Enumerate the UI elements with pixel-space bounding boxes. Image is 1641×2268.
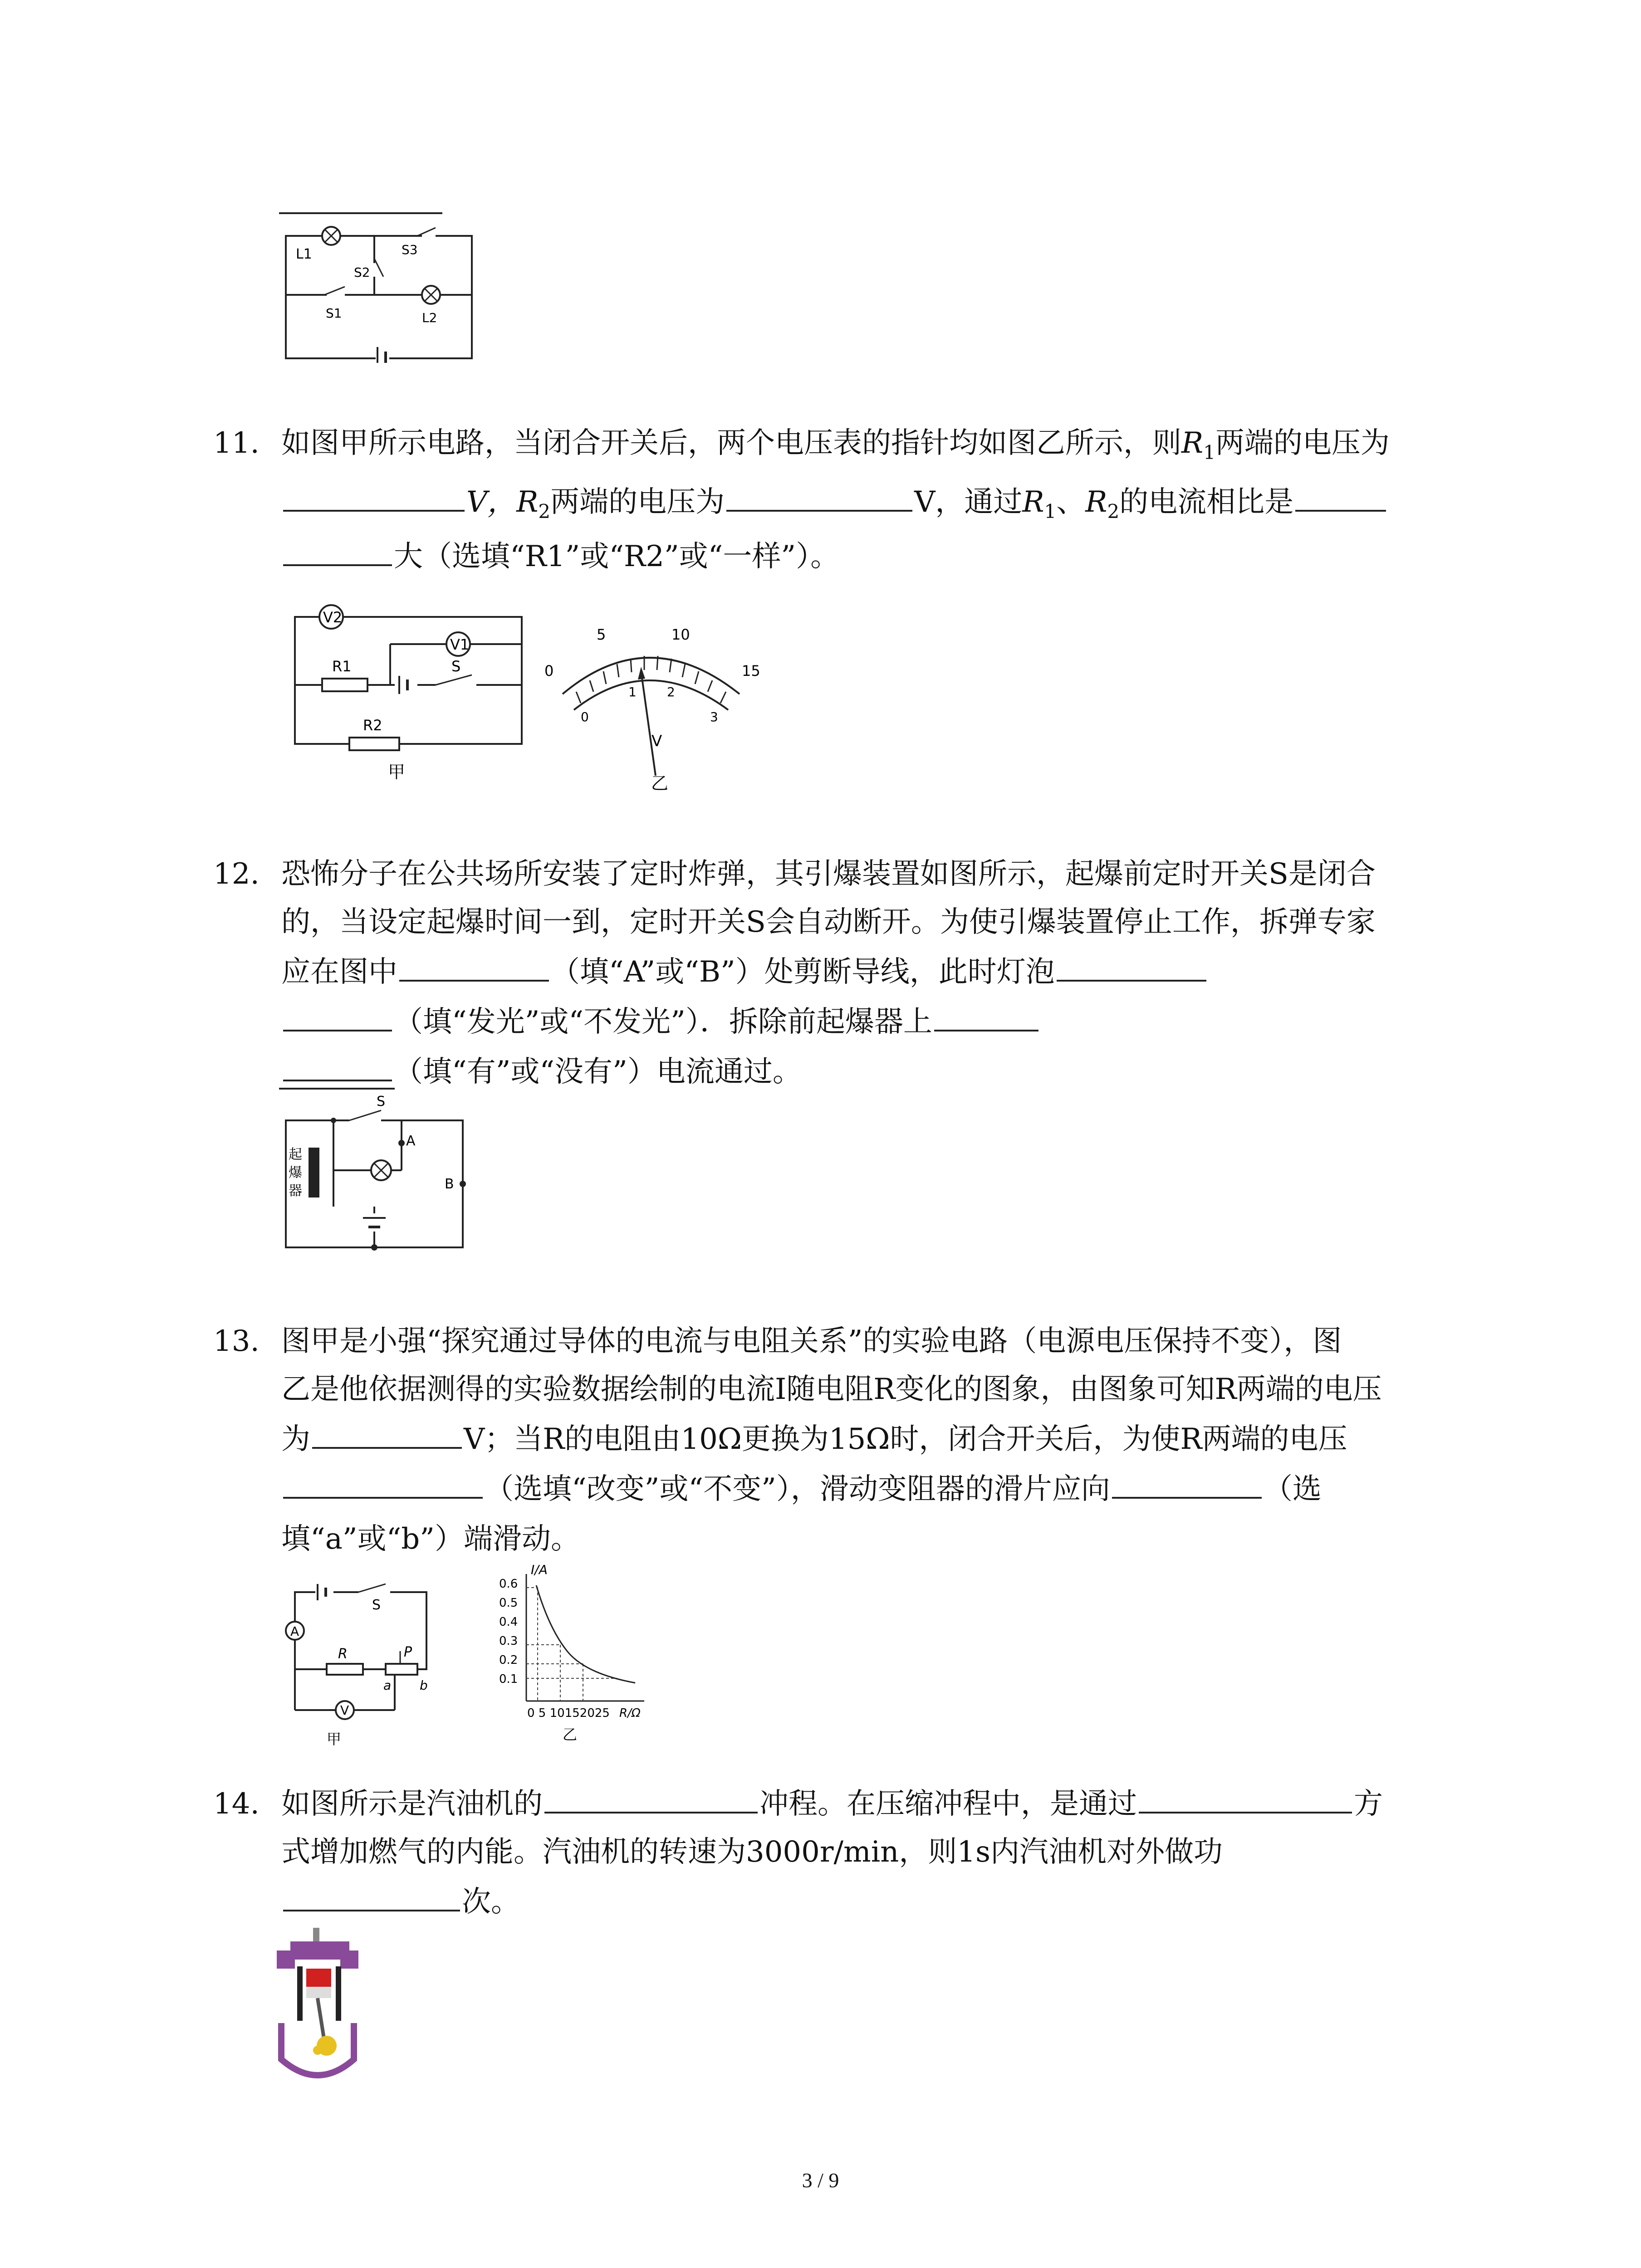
svg-text:0.3: 0.3 <box>499 1634 518 1648</box>
fig-label-yi: 乙 <box>651 773 669 793</box>
answer-blank[interactable] <box>726 483 912 512</box>
fig-label-jia: 甲 <box>388 762 406 782</box>
svg-text:2: 2 <box>667 684 675 699</box>
q13-graph-yi <box>485 1560 690 1751</box>
answer-blank[interactable] <box>544 1784 758 1813</box>
svg-text:0 5 10152025: 0 5 10152025 <box>527 1706 610 1720</box>
answer-blank[interactable] <box>283 1002 392 1031</box>
svg-text:S: S <box>377 1094 386 1110</box>
svg-text:5: 5 <box>597 626 606 643</box>
svg-text:R2: R2 <box>363 717 382 734</box>
svg-text:0.2: 0.2 <box>499 1653 518 1667</box>
answer-blank[interactable] <box>283 1052 392 1081</box>
svg-text:P: P <box>404 1644 412 1660</box>
svg-text:0.1: 0.1 <box>499 1672 518 1686</box>
label-s1: S1 <box>326 306 342 321</box>
answer-blank[interactable] <box>283 483 465 512</box>
answer-blank[interactable] <box>283 1882 460 1911</box>
svg-text:A: A <box>290 1624 299 1639</box>
svg-text:15: 15 <box>742 662 760 679</box>
svg-text:V2: V2 <box>323 609 343 626</box>
answer-blank[interactable] <box>283 1470 483 1499</box>
q14-engine-figure <box>272 1923 363 2091</box>
svg-text:起: 起 <box>289 1147 302 1163</box>
question-12: 12. 恐怖分子在公共场所安装了定时炸弹，其引爆装置如图所示，起爆前定时开关S是闭合 的，当设定起爆时间一到，定时开关S会自动断开。为使引爆装置停止工作，拆弹专家 应在图中 （填“A”或“B”）处剪断导线，此时灯泡 （填“发光”或“不发光”）．拆除前起爆器上 （填“有”或“没有”）电流通过。 <box>234 848 1477 1120</box>
svg-text:I/A: I/A <box>531 1562 548 1577</box>
svg-text:V1: V1 <box>450 636 470 653</box>
q11-circuit-jia <box>281 599 535 794</box>
question-number: 14. <box>213 1787 260 1821</box>
svg-text:爆: 爆 <box>289 1165 302 1181</box>
answer-blank[interactable] <box>1295 483 1386 512</box>
answer-blank[interactable] <box>283 537 392 566</box>
answer-blank[interactable] <box>1112 1470 1262 1499</box>
svg-text:3: 3 <box>710 709 718 724</box>
answer-blank[interactable] <box>934 1002 1038 1031</box>
q11-voltmeter-yi <box>535 603 771 803</box>
answer-blank[interactable] <box>1057 953 1206 982</box>
question-number: 11. <box>213 426 260 460</box>
page-number: 3 / 9 <box>802 2169 839 2192</box>
svg-text:B: B <box>445 1176 454 1192</box>
q13-circuit-jia <box>281 1579 436 1751</box>
top-circuit-figure <box>272 209 481 363</box>
svg-text:0.6: 0.6 <box>499 1577 518 1591</box>
svg-text:R1: R1 <box>332 658 352 675</box>
svg-text:S: S <box>451 658 461 675</box>
svg-text:V: V <box>340 1703 349 1718</box>
svg-text:b: b <box>420 1678 428 1693</box>
svg-text:0: 0 <box>544 662 554 679</box>
svg-text:0.5: 0.5 <box>499 1596 518 1610</box>
question-number: 13. <box>213 1325 260 1358</box>
question-13: 13. 图甲是小强“探究通过导体的电流与电阻关系”的实验电路（电源电压保持不变），图 乙是他依据测得的实验数据绘制的电流I随电阻R变化的图象，由图象可知R两端的电压 为 V；当R的电阻由10Ω更换为15Ω时，闭合开关后，为使R两端的电压 （选填“改变”或“不变”），滑动变阻器的滑片应向 （选 填“a”或“b”）端滑动。 <box>234 1315 1477 1569</box>
svg-text:0.4: 0.4 <box>499 1615 518 1629</box>
fig-label-jia: 甲 <box>327 1730 342 1748</box>
answer-blank[interactable] <box>399 953 549 982</box>
answer-blank[interactable] <box>312 1420 462 1449</box>
svg-text:器: 器 <box>289 1183 302 1199</box>
svg-text:R: R <box>338 1646 348 1662</box>
answer-blank[interactable] <box>1139 1784 1352 1813</box>
svg-text:0: 0 <box>581 709 589 724</box>
meter-unit: V <box>652 732 662 750</box>
label-l2: L2 <box>422 310 437 325</box>
question-14: 14. 如图所示是汽油机的 冲程。在压缩冲程中，是通过 方 式增加燃气的内能。汽油机的转速为3000r/min，则1s内汽油机对外做功 次。 <box>234 1778 1477 1941</box>
label-l1: L1 <box>296 246 312 262</box>
svg-text:10: 10 <box>671 626 690 643</box>
svg-text:1: 1 <box>628 684 637 699</box>
svg-text:S: S <box>372 1597 381 1613</box>
label-s3: S3 <box>402 242 418 257</box>
svg-text:a: a <box>383 1678 392 1693</box>
svg-text:R/Ω: R/Ω <box>619 1706 641 1720</box>
q12-detonator-circuit <box>272 1084 481 1261</box>
question-11: 11. 如图甲所示电路，当闭合开关后，两个电压表的指针均如图乙所示，则$R_1$两端的电压为 V，$R_2$两端的电压为 V，通过$R_1$、$R_2$的电流相比是 大（选填“R1”或“R2”或“一样”）。 <box>234 417 1477 626</box>
question-number: 12. <box>213 857 260 891</box>
fig-label-yi: 乙 <box>563 1726 578 1743</box>
svg-text:A: A <box>406 1133 416 1149</box>
label-s2: S2 <box>354 265 370 280</box>
